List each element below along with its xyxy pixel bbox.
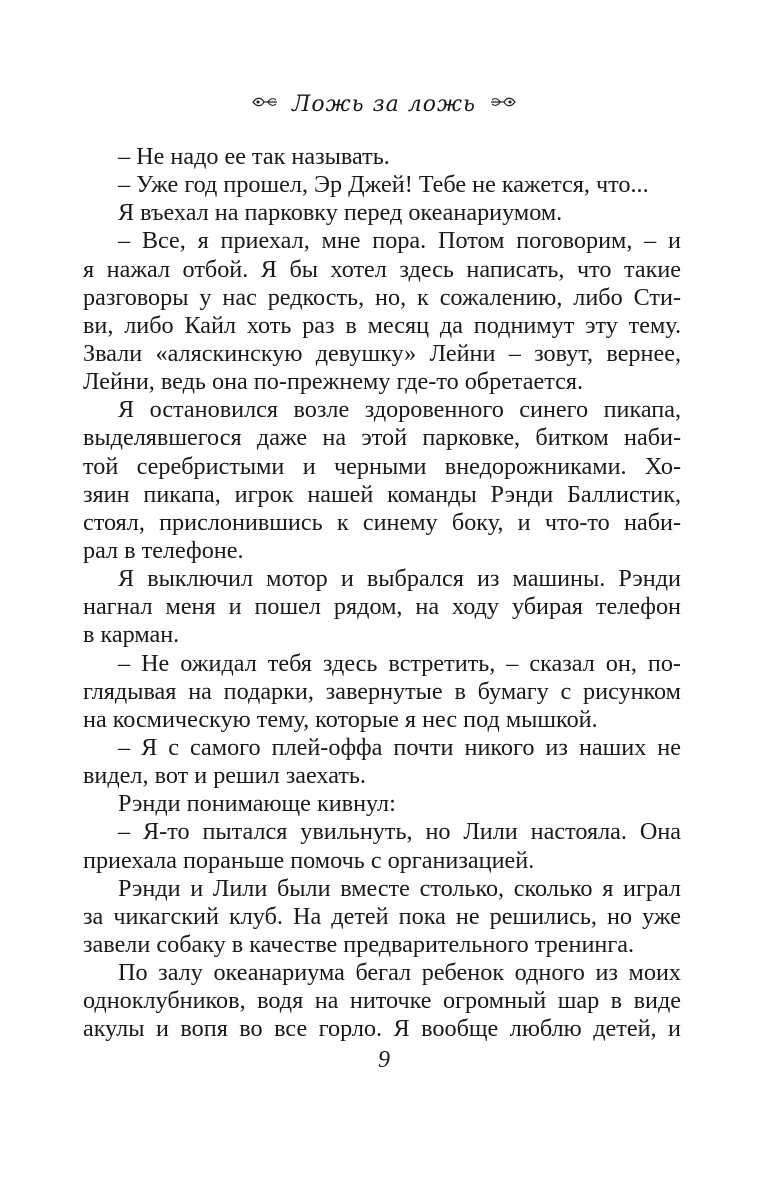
text-line: Я остановился возле здоровенного синего пикапа,: [118, 396, 681, 424]
ornament-right-icon: [490, 94, 516, 113]
text-line: Я въехал на парковку перед океанариумом.: [118, 199, 563, 227]
page-number: 9: [378, 1047, 390, 1073]
ornament-left-icon: [252, 94, 278, 113]
text-line: на космическую тему, которые я нес под мышкой.: [83, 705, 598, 733]
text-line: Рэнди и Лили были вместе столько, сколько я играл: [118, 874, 681, 902]
text-line: завели собаку в качестве предварительного тренинга.: [83, 930, 635, 958]
text-line: – Уже год прошел, Эр Джей! Тебе не кажется, что...: [118, 171, 649, 199]
text-line: Лейни, ведь она по-прежнему где-то обретается.: [83, 368, 584, 396]
text-line: в карман.: [83, 621, 180, 649]
text-line: рал в телефоне.: [83, 536, 244, 564]
text-line: за чикагский клуб. На детей пока не решились, но уже: [83, 902, 681, 930]
text-line: разговоры у нас редкость, но, к сожалению, либо Сти-: [83, 283, 681, 311]
text-line: видел, вот и решил заехать.: [83, 762, 366, 790]
text-line: зяин пикапа, игрок нашей команды Рэнди Баллистик,: [83, 480, 681, 508]
text-line: ви, либо Кайл хоть раз в месяц да поднимут эту тему.: [83, 311, 681, 339]
text-line: По залу океанариума бегал ребенок одного из моих: [118, 959, 681, 987]
text-line: – Все, я приехал, мне пора. Потом поговорим, – и: [118, 227, 681, 255]
text-line: я нажал отбой. Я бы хотел здесь написать, что такие: [83, 255, 681, 283]
text-line: выделявшегося даже на этой парковке, битком наби-: [83, 424, 681, 452]
text-line: Рэнди понимающе кивнул:: [118, 790, 396, 818]
text-line: той серебристыми и черными внедорожниками. Хо-: [83, 452, 681, 480]
text-line: акулы и вопя во все горло. Я вообще люблю детей, и: [83, 1015, 681, 1043]
text-line: – Я-то пытался увильнуть, но Лили настояла. Она: [118, 818, 681, 846]
text-line: нагнал меня и пошел рядом, на ходу убирая телефон: [83, 593, 681, 621]
text-line: одноклубников, водя на ниточке огромный шар в виде: [83, 987, 681, 1015]
text-line: глядывая на подарки, завернутые в бумагу с рисунком: [83, 677, 681, 705]
header-title: Ложь за ложь: [292, 92, 476, 117]
text-line: – Я с самого плей-оффа почти никого из наших не: [118, 733, 681, 761]
text-line: стоял, прислонившись к синему боку, и что-то наби-: [83, 508, 681, 536]
text-line: приехала пораньше помочь с организацией.: [83, 846, 535, 874]
page-body-text: [83, 143, 681, 1044]
running-header: [0, 92, 768, 117]
text-line: – Не надо ее так называть.: [118, 143, 390, 170]
text-line: – Не ожидал тебя здесь встретить, – сказал он, по-: [118, 649, 681, 677]
text-line: Звали «аляскинскую девушку» Лейни – зовут, вернее,: [83, 339, 681, 367]
text-line: Я выключил мотор и выбрался из машины. Рэнди: [118, 565, 681, 593]
